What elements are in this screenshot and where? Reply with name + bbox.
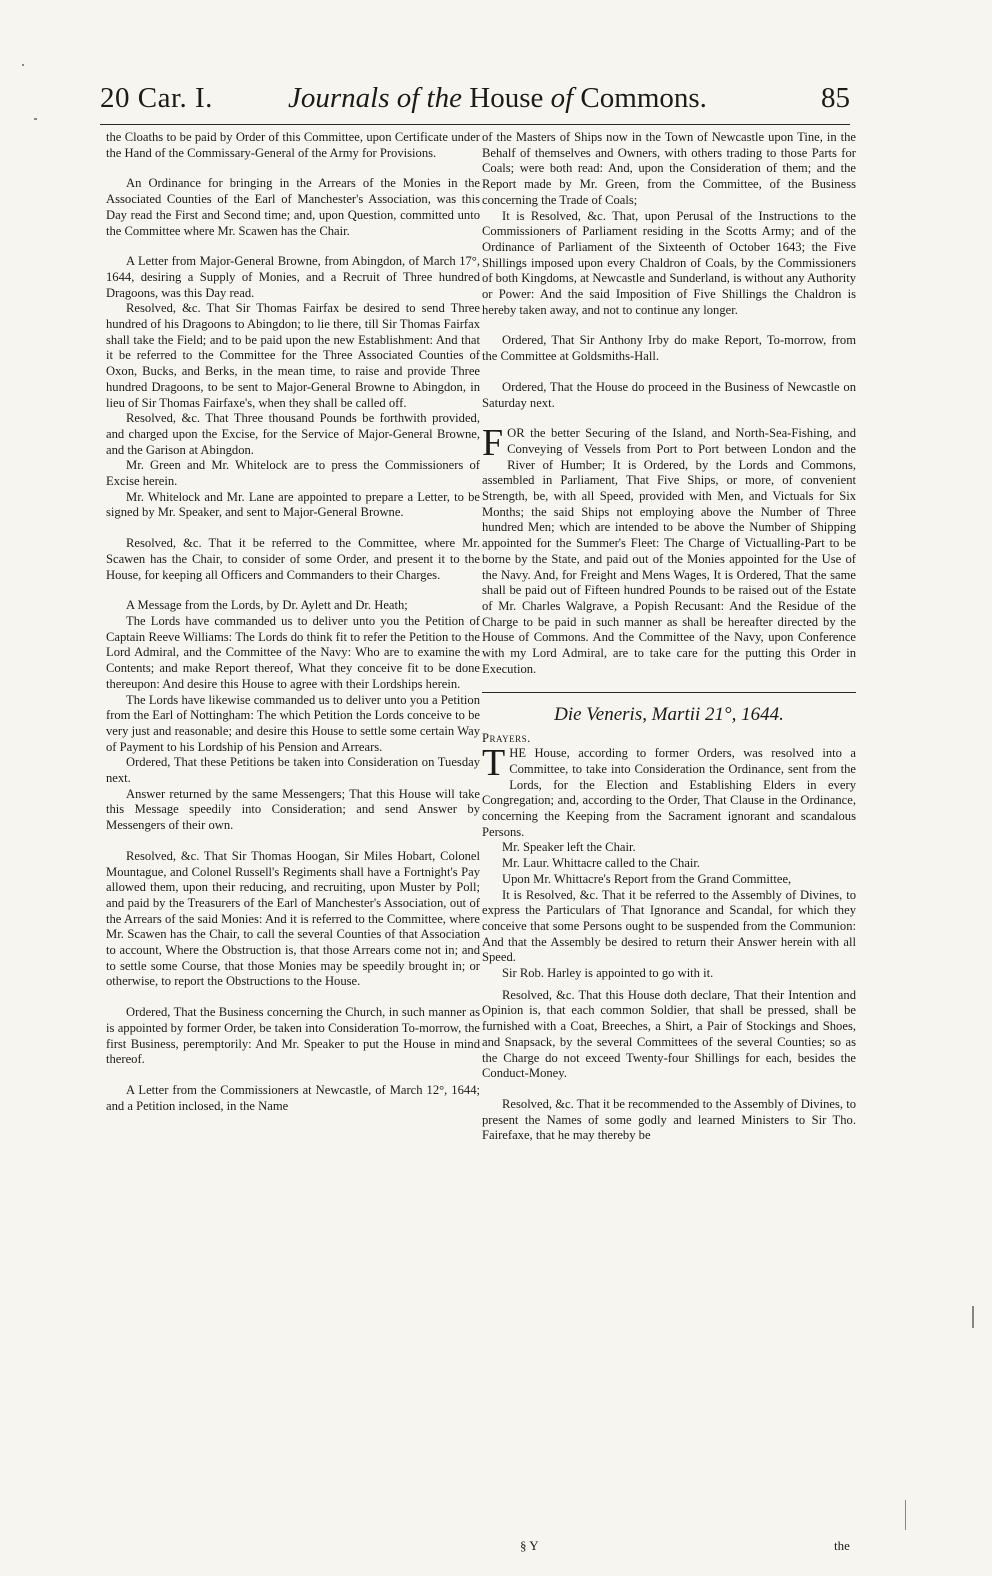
drop-cap: F [482,422,504,465]
paragraph: The Lords have likewise commanded us to deliver unto you a Petition from the Earl of Nottingham: The which Petition the Lords conceive to be very just and reasonable; and desire this House to settle some certain Way of Payment to his Lordship of his Pension and Arrears. [106,692,480,754]
paragraph: Mr. Speaker left the Chair. [502,840,636,855]
title-part: Journals [288,82,397,114]
right-column [482,130,856,1144]
paper-speck [972,1306,974,1328]
paragraph: Resolved, &c. That it be recommended to the Assembly of Divines, to present the Names of some godly and learned Ministers to Sir Tho. Fairefaxe, that he may thereby be [482,1096,856,1143]
paragraph: A Message from the Lords, by Dr. Aylett and Dr. Heath; [126,598,408,613]
paragraph: Resolved, &c. That Three thousand Pounds be forthwith provided, and charged upon the Excise, for the Service of Major-General Browne, and the Garison at Abingdon. [106,411,480,457]
paper-speck [22,64,24,66]
page-number: 85 [821,82,850,114]
ordinance-paragraph [482,422,856,677]
paragraph: Ordered, That the House do proceed in the Business of Newcastle on Saturday next. [482,379,856,410]
paragraph: Ordered, That Sir Anthony Irby do make Report, To-morrow, from the Committee at Goldsmiths-Hall. [482,333,856,364]
prayers-heading: Prayers. [482,730,531,745]
paragraph: It is Resolved, &c. That it be referred to the Assembly of Divines, to express the Particulars of That Ignorance and Scandal, for which they conceive that some Persons ought to be suspended from the Communion: And that the Assembly be desired to return their Answer herein with all Speed. [482,887,856,965]
paragraph: Resolved, &c. That this House doth declare, That their Intention and Opinion is, that each common Soldier, that shall be pressed, shall be furnished with a Coat, Breeches, a Shirt, a Pair of Stockings and Shoes, and Snapsack, by the several Committees of the several Counties; so as the Charge do not exceed Twenty-four Shillings for each, besides the Conduct-Money. [482,987,856,1081]
catchword: the [834,1538,850,1553]
paragraph: Resolved, &c. That Sir Thomas Hoogan, Sir Miles Hobart, Colonel Mountague, and Colonel Russell's Regiments shall have a Fortnight's Pay allowed them, upon their reducing, and recruiting, upon Muster by Poll; and paid by the Treasurers of the Earl of Manchester's Association, out of the Arrears of the said Monies: And it is referred to the Committee, where Mr. Scawen has the Chair, to call the several Counties of that Association to account, Where the Obstruction is, that those Arrears come not in; and to settle some Course, that those Monies may be speedily brought in; or otherwise, to report the Obstructions to the House. [106,848,480,989]
journal-title [288,82,707,115]
paragraph: Mr. Whitelock and Mr. Lane are appointed to prepare a Letter, to be signed by Mr. Speaker, and sent to Major-General Browne. [106,489,480,520]
running-header [100,82,850,126]
signature-mark: § Y [520,1538,539,1553]
paragraph: Resolved, &c. That it be referred to the Committee, where Mr. Scawen has the Chair, to consider of some Order, and present it to the House, for keeping all Officers and Commanders to their Charges. [106,536,480,582]
paper-speck [34,118,37,120]
paragraph-text: OR the better Securing of the Island, and North-Sea-Fishing, and Conveying of Vessels from Port to Port between London and the River of Humber; It is Ordered, by the Lords and Commons, assembled in Parliament, That Five Ships, or more, of convenient Strength, be, with all Speed, provided with Men, and Victuals for Six Months; the said Ships not employing above the Number of Three hundred Men; which are intended to be above the Number of Shipping appointed for the Summer's Fleet: The Charge of Victualling-Part to be borne by the State, and paid out of the Monies appointed for the Use of the Navy. And, for Freight and Mens Wages, It is Ordered, That the same shall be paid out of Fifteen hundred Pounds to be raised out of the Estate of Mr. Charles Walgrave, a Popish Recusant: And the Residue of the Charge to be paid in such manner as shall be hereafter directed by the House of Commons. And the Committee of the Navy, upon Conference with my Lord Admiral, are to take care for the putting this Order in Execution. [482,426,856,676]
paper-speck [905,1500,906,1530]
paragraph: It is Resolved, &c. That, upon Perusal of the Instructions to the Commissioners of Parliament residing in the Scotts Army; and of the Ordinance of Parliament of the Sixteenth of October 1643; the Five Shillings imposed upon every Chaldron of Coals, by the Commissioners of both Kingdoms, at Newcastle and Sunderland, is without any Authority or Power: And the said Imposition of Five Shillings the Chaldron is hereby taken away, and not to continue any longer. [482,208,856,317]
title-part: Commons. [580,82,707,114]
title-part: House [469,82,551,114]
paragraph: A Letter from Major-General Browne, from Abingdon, of March 17°, 1644, desiring a Supply of Monies, and a Recruit of Three hundred Dragoons, was this Day read. [106,254,480,300]
paragraph: Mr. Laur. Whittacre called to the Chair. [502,856,701,871]
paragraph: Ordered, That the Business concerning the Church, in such manner as is appointed by former Order, be taken into Consideration To-morrow, the first Business, peremptorily: And Mr. Speaker to put the House in mind thereof. [106,1005,480,1067]
header-rule [100,124,850,125]
title-part: of the [396,82,470,114]
paragraph: Answer returned by the same Messengers; That this House will take this Message speedily into Consideration; and send Answer by Messengers of their own. [106,786,480,833]
paragraph: the Cloaths to be paid by Order of this Committee, upon Certificate under the Hand of the Commissary-General of the Army for Provisions. [106,130,480,160]
section-rule [482,692,856,693]
paragraph: of the Masters of Ships now in the Town of Newcastle upon Tine, in the Behalf of themselves and Owners, with others trading to those Parts for Coals; were both read: And, upon the Consideration of them; and the Report made by Mr. Green, from the Committee, of the Business concerning the Trade of Coals; [482,130,856,207]
paragraph: Mr. Green and Mr. Whitelock are to press the Commissioners of Excise herein. [106,458,480,489]
regnal-year: 20 Car. I. [100,82,213,114]
paragraph-text: HE House, according to former Orders, was resolved into a Committee, to take into Consideration the Ordinance, sent from the Lords, for the Election and Establishing Elders in every Congregation; and, according to the Order, That Clause in the Ordinance, concerning the Keeping from the Sacrament ignorant and scandalous Persons. [482,746,856,839]
paragraph [482,742,856,840]
paragraph: A Letter from the Commissioners at Newcastle, of March 12°, 1644; and a Petition inclosed, in the Name [106,1082,480,1113]
paragraph: An Ordinance for bringing in the Arrears of the Monies in the Associated Counties of the Earl of Manchester's Association, was this Day read the First and Second time; and, upon Question, committed unto the Committee where Mr. Scawen has the Chair. [106,176,480,238]
paragraph: Ordered, That these Petitions be taken into Consideration on Tuesday next. [106,755,480,786]
paragraph: Upon Mr. Whittacre's Report from the Grand Committee, [502,871,792,886]
drop-cap: T [482,742,506,785]
paragraph: The Lords have commanded us to deliver unto you the Petition of Captain Reeve Williams: The Lords do think fit to refer the Petition to the Lord Admiral, and the Committee of the Navy: Who are to examine the Contents; and make Report thereof, What they conceive fit to be done thereupon: And desire this House to agree with their Lordships herein. [106,613,480,691]
paragraph: Sir Rob. Harley is appointed to go with it. [502,966,714,981]
paragraph: Resolved, &c. That Sir Thomas Fairfax be desired to send Three hundred of his Dragoons to Abingdon; to lie there, till Sir Thomas Fairfax shall take the Field; and to be paid upon the new Establishment: And that it be referred to the Committee for the Three Associated Counties of Oxon, Bucks, and Berks, in the mean time, to raise and provide Three hundred Dragoons, to be sent to Major-General Browne to Abingdon, in lieu of Sir Thomas Fairfaxe's, when they shall be called off. [106,301,480,410]
title-part: of [550,82,581,114]
left-column [106,130,480,1114]
day-heading: Die Veneris, Martii 21°, 1644. [554,703,784,725]
